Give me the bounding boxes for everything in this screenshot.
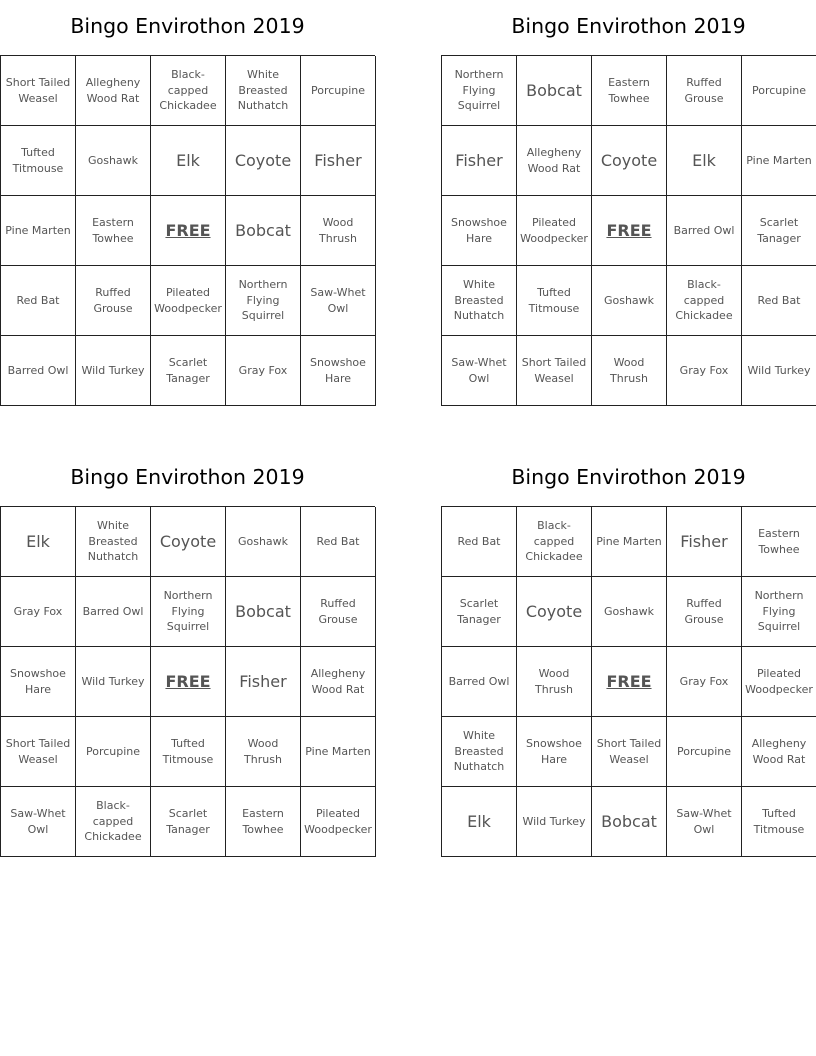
bingo-cell: Fisher [226,647,301,717]
bingo-cell: Wood Thrush [517,647,592,717]
bingo-cell: Wood Thrush [226,717,301,787]
bingo-cell: White Breasted Nuthatch [442,717,517,787]
free-space-cell: FREE [151,647,226,717]
bingo-cell: Scarlet Tanager [442,577,517,647]
card-title: Bingo Envirothon 2019 [511,14,746,38]
bingo-cell: Pine Marten [742,126,816,196]
bingo-grid [0,506,375,857]
bingo-cell: Red Bat [742,266,816,336]
bingo-cell: Eastern Towhee [226,787,301,857]
bingo-cell: Red Bat [301,507,376,577]
bingo-cell: Eastern Towhee [76,196,151,266]
bingo-cell: Saw-Whet Owl [1,787,76,857]
bingo-cell: Scarlet Tanager [742,196,816,266]
bingo-cell: Tufted Titmouse [151,717,226,787]
bingo-cell: Ruffed Grouse [301,577,376,647]
bingo-cell: Porcupine [301,56,376,126]
bingo-cell: Eastern Towhee [592,56,667,126]
bingo-cell: Coyote [226,126,301,196]
bingo-cell: Snowshoe Hare [1,647,76,717]
bingo-cell: Goshawk [592,577,667,647]
bingo-cell: Allegheny Wood Rat [301,647,376,717]
bingo-cell: Saw-Whet Owl [667,787,742,857]
bingo-cell: Scarlet Tanager [151,336,226,406]
bingo-cell: Bobcat [517,56,592,126]
bingo-cell: Bobcat [226,196,301,266]
bingo-cell: Snowshoe Hare [517,717,592,787]
bingo-cell: Bobcat [592,787,667,857]
bingo-cell: Gray Fox [226,336,301,406]
bingo-cell: Red Bat [442,507,517,577]
bingo-cell: Red Bat [1,266,76,336]
bingo-grid [441,55,816,406]
bingo-cell: Black-capped Chickadee [151,56,226,126]
bingo-cell: Eastern Towhee [742,507,816,577]
card-title: Bingo Envirothon 2019 [511,465,746,489]
bingo-grid [0,55,375,406]
bingo-cell: Fisher [442,126,517,196]
bingo-cell: Pileated Woodpecker [151,266,226,336]
bingo-cell: Coyote [517,577,592,647]
bingo-cell: Tufted Titmouse [517,266,592,336]
bingo-cell: Pine Marten [592,507,667,577]
bingo-cell: White Breasted Nuthatch [442,266,517,336]
bingo-cell: Porcupine [76,717,151,787]
bingo-cell: Short Tailed Weasel [517,336,592,406]
bingo-cell: Allegheny Wood Rat [76,56,151,126]
bingo-cell: Pine Marten [301,717,376,787]
bingo-cell: Wild Turkey [76,647,151,717]
bingo-cell: Gray Fox [667,336,742,406]
bingo-cell: Scarlet Tanager [151,787,226,857]
bingo-cell: Goshawk [592,266,667,336]
bingo-cell: Wild Turkey [76,336,151,406]
bingo-cell: Pileated Woodpecker [301,787,376,857]
bingo-cell: Pileated Woodpecker [742,647,816,717]
bingo-cell: Northern Flying Squirrel [151,577,226,647]
bingo-cell: Goshawk [76,126,151,196]
bingo-cell: Wood Thrush [592,336,667,406]
bingo-cell: White Breasted Nuthatch [76,507,151,577]
bingo-cell: Ruffed Grouse [76,266,151,336]
bingo-cell: Snowshoe Hare [301,336,376,406]
bingo-cell: Bobcat [226,577,301,647]
bingo-cell: Black-capped Chickadee [76,787,151,857]
bingo-cell: Coyote [592,126,667,196]
bingo-cell: Saw-Whet Owl [301,266,376,336]
bingo-cell: Porcupine [667,717,742,787]
free-space-cell: FREE [592,647,667,717]
bingo-cell: Barred Owl [76,577,151,647]
free-space-cell: FREE [592,196,667,266]
bingo-cell: Barred Owl [1,336,76,406]
bingo-cell: Barred Owl [442,647,517,717]
bingo-cell: Allegheny Wood Rat [517,126,592,196]
bingo-cell: Ruffed Grouse [667,56,742,126]
bingo-cell: Elk [442,787,517,857]
bingo-grid [441,506,816,857]
bingo-cell: Allegheny Wood Rat [742,717,816,787]
bingo-cell: Tufted Titmouse [1,126,76,196]
bingo-cell: Ruffed Grouse [667,577,742,647]
bingo-cell: Elk [151,126,226,196]
free-space-cell: FREE [151,196,226,266]
bingo-cell: Goshawk [226,507,301,577]
bingo-cell: Elk [667,126,742,196]
bingo-cell: Wood Thrush [301,196,376,266]
bingo-cell: Short Tailed Weasel [1,717,76,787]
bingo-cell: Elk [1,507,76,577]
bingo-cell: Short Tailed Weasel [1,56,76,126]
bingo-cell: Short Tailed Weasel [592,717,667,787]
card-title: Bingo Envirothon 2019 [70,465,305,489]
bingo-cell: Tufted Titmouse [742,787,816,857]
bingo-cell: Saw-Whet Owl [442,336,517,406]
bingo-cell: Fisher [667,507,742,577]
bingo-cell: Pine Marten [1,196,76,266]
bingo-cell: Gray Fox [667,647,742,717]
bingo-cell: Wild Turkey [517,787,592,857]
bingo-cell: Northern Flying Squirrel [226,266,301,336]
bingo-cell: Snowshoe Hare [442,196,517,266]
card-title: Bingo Envirothon 2019 [70,14,305,38]
bingo-cell: Northern Flying Squirrel [442,56,517,126]
bingo-cell: Pileated Woodpecker [517,196,592,266]
bingo-cell: Black-capped Chickadee [517,507,592,577]
bingo-cell: Gray Fox [1,577,76,647]
bingo-cell: Barred Owl [667,196,742,266]
bingo-cell: Fisher [301,126,376,196]
bingo-cell: White Breasted Nuthatch [226,56,301,126]
bingo-cell: Porcupine [742,56,816,126]
bingo-cell: Wild Turkey [742,336,816,406]
bingo-cell: Black-capped Chickadee [667,266,742,336]
bingo-cell: Coyote [151,507,226,577]
bingo-cell: Northern Flying Squirrel [742,577,816,647]
